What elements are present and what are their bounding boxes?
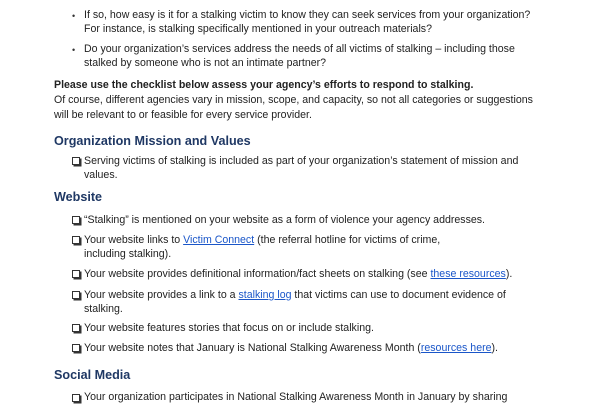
bullet-dot-icon: • xyxy=(72,45,76,55)
checkbox-icon[interactable] xyxy=(72,324,80,332)
checkbox-icon[interactable] xyxy=(72,394,80,402)
mission-item-1-line2: values. xyxy=(84,169,118,181)
website-item-3-post: ). xyxy=(505,268,513,280)
checkbox-icon[interactable] xyxy=(72,270,80,278)
website-item-6-pre: Your website notes that January is National Stalking Awareness Month ( xyxy=(84,342,421,354)
checkbox-icon[interactable] xyxy=(72,291,80,299)
checkbox-icon[interactable] xyxy=(72,344,80,352)
website-item-5: Your website features stories that focus on or include stalking. xyxy=(84,322,374,334)
website-item-4-line2: stalking. xyxy=(84,303,123,315)
website-item-2-post: (the referral hotline for victims of crime, xyxy=(254,234,441,246)
intro-bullet-1-line2: For instance, is stalking specifically mentioned in your outreach materials? xyxy=(84,23,432,35)
bullet-dot-icon: • xyxy=(72,11,76,21)
intro-bullet-2-line2: stalked by someone who is not an intimate partner? xyxy=(84,57,327,69)
website-item-3-pre: Your website provides definitional information/fact sheets on stalking (see xyxy=(84,268,431,280)
stalking-log-link[interactable]: stalking log xyxy=(238,289,292,301)
note-line1: Of course, different agencies vary in mission, scope, and capacity, so not all categories or suggestions xyxy=(54,94,533,106)
section-heading-website: Website xyxy=(54,190,103,204)
victim-connect-link[interactable]: Victim Connect xyxy=(183,234,255,246)
section-heading-mission: Organization Mission and Values xyxy=(54,134,251,148)
social-item-1: Your organization participates in National Stalking Awareness Month in January by sharing xyxy=(84,391,508,403)
note-line2: will be relevant to or feasible for every service provider. xyxy=(54,109,312,121)
website-item-3 xyxy=(84,267,512,281)
checkbox-icon[interactable] xyxy=(72,236,80,244)
resources-here-link[interactable]: resources here xyxy=(420,342,492,354)
these-resources-link[interactable]: these resources xyxy=(430,268,506,280)
website-item-4-line1 xyxy=(84,288,506,302)
checklist-instruction: Please use the checklist below assess your agency’s efforts to respond to stalking. xyxy=(54,79,474,91)
checkbox-icon[interactable] xyxy=(72,157,80,165)
website-item-2-line1 xyxy=(84,233,440,247)
website-item-6-post: ). xyxy=(491,342,498,354)
website-item-4-pre: Your website provides a link to a xyxy=(84,289,239,301)
website-item-2-line2: including stalking). xyxy=(84,248,172,260)
intro-bullet-1-line1: If so, how easy is it for a stalking victim to know they can seek services from your organization? xyxy=(84,9,531,21)
section-heading-social-media: Social Media xyxy=(54,368,131,382)
mission-item-1-line1: Serving victims of stalking is included as part of your organization’s statement of mission and xyxy=(84,155,519,167)
website-item-1: “Stalking” is mentioned on your website as a form of violence your agency addresses. xyxy=(84,214,486,226)
intro-bullet-2-line1: Do your organization’s services address the needs of all victims of stalking – including those xyxy=(84,43,515,55)
website-item-6 xyxy=(84,341,498,355)
website-item-2-pre: Your website links to xyxy=(84,234,184,246)
website-item-4-post: that victims can use to document evidence of xyxy=(291,289,506,301)
checkbox-icon[interactable] xyxy=(72,216,80,224)
